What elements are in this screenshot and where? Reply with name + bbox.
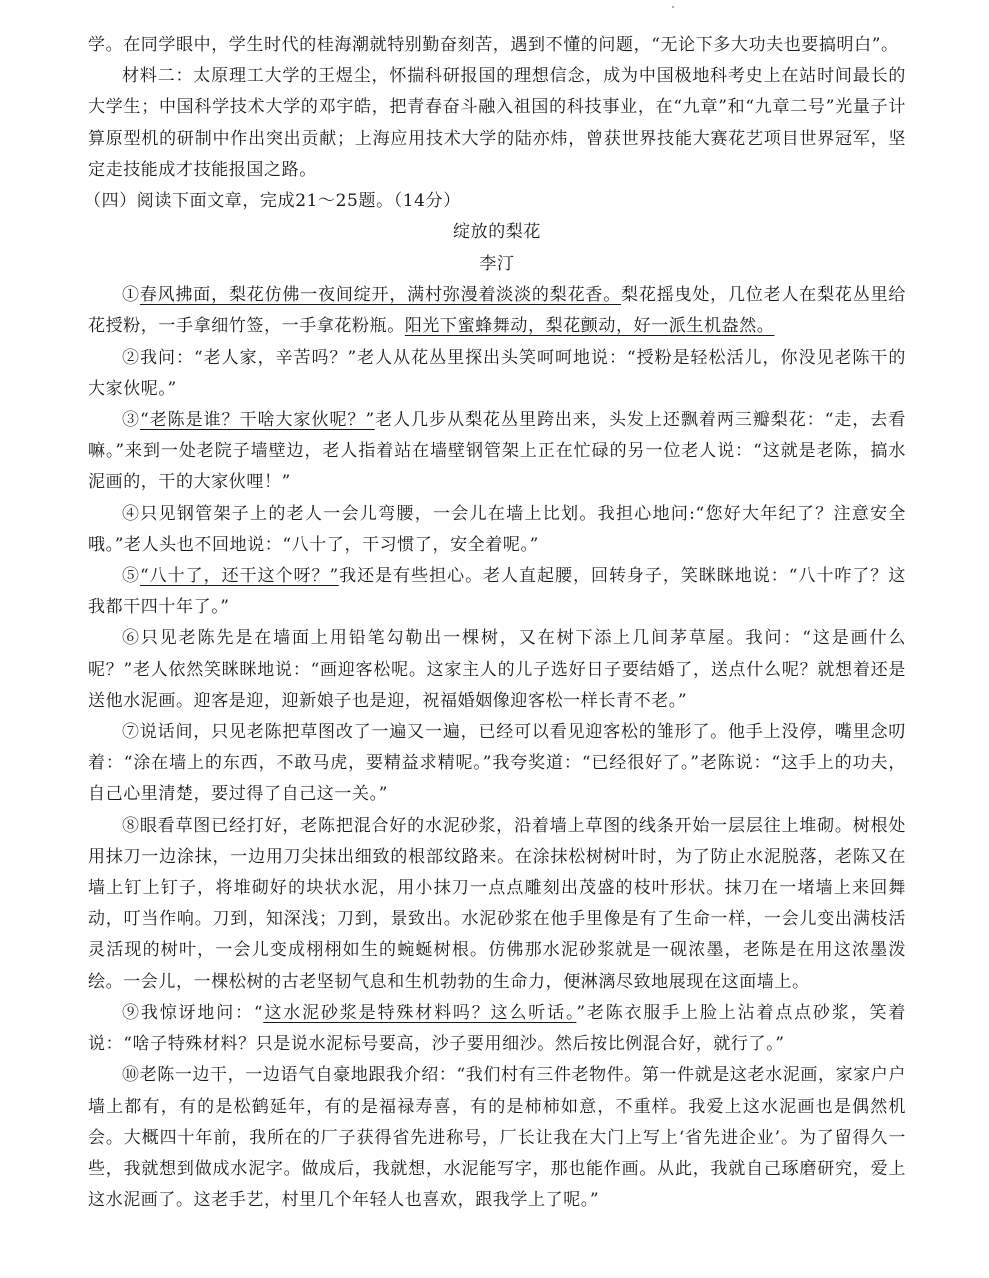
underlined-sentence: 阳光下蜜蜂舞动，梨花颤动，好一派生机盎然。 (404, 316, 775, 337)
material-one-tail: 学。在同学眼中，学生时代的桂海潮就特别勤奋刻苦，遇到不懂的问题，“无论下多大功夫也要搞明白”。 (88, 35, 899, 55)
paragraph-3 (88, 405, 906, 499)
paragraph-7: ⑦说话间，只见老陈把草图改了一遍又一遍，已经可以看见迎客松的雏形了。他手上没停，嘴里念叨着：“涂在墙上的东西，不敢马虎，要精益求精呢。”我夸奖道：“已经很好了。”老陈说：“这手上的功夫，自己心里清楚，要过得了自己这一关。” (88, 722, 906, 805)
scan-speck (672, 6, 674, 8)
paragraph-text: 老人几步从梨花丛里跨出来，头发上还飘着两三瓣梨花：“走，去看嘛。”来到一处老院子墙壁边，老人指着站在墙壁钢管架上正在忙碌的另一位老人说：“这就是老陈，搞水泥画的，干的大家伙哩！” (88, 410, 906, 493)
paragraph-4: ④只见钢管架子上的老人一会儿弯腰，一会儿在墙上比划。我担心地问:“您好大年纪了？注意安全哦。”老人头也不回地说：“八十了，干习惯了，安全着呢。” (88, 503, 906, 555)
document-page (84, 30, 907, 1216)
paragraph-10: ⑩老陈一边干，一边语气自豪地跟我介绍：“我们村有三件老物件。第一件就是这老水泥画，家家户户墙上都有，有的是松鹤延年，有的是福禄寿喜，有的是柿柿如意，不重样。我爱上这水泥画也是偶然机会。大概四十年前，我所在的厂子获得省先进称号，厂长让我在大门上写上‘省先进企业’。为了留得久一些，我就想到做成水泥字。做成后，我就想，水泥能写字，那也能作画。从此，我就自己琢磨研究，爱上这水泥画了。这老手艺，村里几个年轻人也喜欢，跟我学上了呢。” (88, 1065, 906, 1211)
paragraph-5 (88, 561, 906, 623)
paragraph-9 (88, 998, 906, 1060)
paragraph-text: 我还是有些担心。老人直起腰，回转身子，笑眯眯地说：“八十咋了？这我都干四十年了。” (88, 566, 906, 618)
material-two: 材料二：太原理工大学的王煜尘，怀揣科研报国的理想信念，成为中国极地科考史上在站时间最长的大学生；中国科学技术大学的邓宇皓，把青春奋斗融入祖国的科技事业，在“九章”和“九章二号”光量子计算原型机的研制中作出突出贡献；上海应用技术大学的陆亦炜，曾获世界技能大赛花艺项目世界冠军，坚定走技能成才技能报国之路。 (88, 66, 906, 180)
paragraph-number: ⑤ (122, 566, 140, 587)
paragraph-1 (88, 280, 906, 342)
underlined-sentence: 这水泥砂浆是特殊材料吗？这么听话。 (263, 1002, 577, 1023)
paragraph-text: 梨花摇曳处，几位老人在梨花丛里给花授粉，一手拿细竹签，一手拿花粉瓶。 (88, 285, 906, 337)
paragraph-number: ① (122, 285, 140, 306)
paragraph-6: ⑥只见老陈先是在墙面上用铅笔勾勒出一棵树，又在树下添上几间茅草屋。我问：“这是画什么呢？”老人依然笑眯眯地说：“画迎客松呢。这家主人的儿子选好日子要结婚了，送点什么呢？就想着还是送他水泥画。迎客是迎，迎新娘子也是迎，祝福婚姻像迎客松一样长青不老。” (88, 628, 906, 711)
underlined-sentence: 春风拂面，梨花仿佛一夜间绽开，满村弥漫着淡淡的梨花香。 (139, 285, 622, 306)
article-title: 绽放的梨花 (453, 222, 541, 243)
underlined-sentence: “老陈是谁？干啥大家伙呢？” (139, 410, 375, 431)
paragraph-text: ”老陈衣服手上脸上沾着点点砂浆，笑着说：“啥子特殊材料？只是说水泥标号要高，沙子要用细沙。然后按比例混合好，就行了。” (88, 1002, 907, 1055)
paragraph-2: ②我问：“老人家，辛苦吗？”老人从花丛里探出头笑呵呵地说：“授粉是轻松活儿，你没见老陈干的大家伙呢。” (88, 347, 906, 399)
paragraph-number: ③ (122, 410, 140, 431)
paragraph-text: ⑨我惊讶地问：“ (122, 1002, 264, 1023)
underlined-sentence: “八十了，还干这个呀？” (139, 566, 339, 587)
section-heading: （四）阅读下面文章，完成21～25题。（14分） (84, 191, 461, 212)
article-author: 李汀 (479, 253, 515, 274)
paragraph-8: ⑧眼看草图已经打好，老陈把混合好的水泥砂浆，沿着墙上草图的线条开始一层层往上堆砌。树根处用抹刀一边涂抹，一边用刀尖抹出细致的根部纹路来。在涂抹松树树叶时，为了防止水泥脱落，老陈又在墙上钉上钉子，将堆砌好的块状水泥，用小抹刀一点点雕刻出茂盛的枝叶形状。抹刀在一堵墙上来回舞动，叮当作响。刀到，知深浅；刀到，景致出。水泥砂浆在他手里像是有了生命一样，一会儿变出满枝活灵活现的树叶，一会儿变成栩栩如生的蜿蜒树根。仿佛那水泥砂浆就是一砚浓墨，老陈是在用这浓墨泼绘。一会儿，一棵松树的古老坚韧气息和生机勃勃的生命力，便淋漓尽致地展现在这面墙上。 (88, 815, 906, 992)
